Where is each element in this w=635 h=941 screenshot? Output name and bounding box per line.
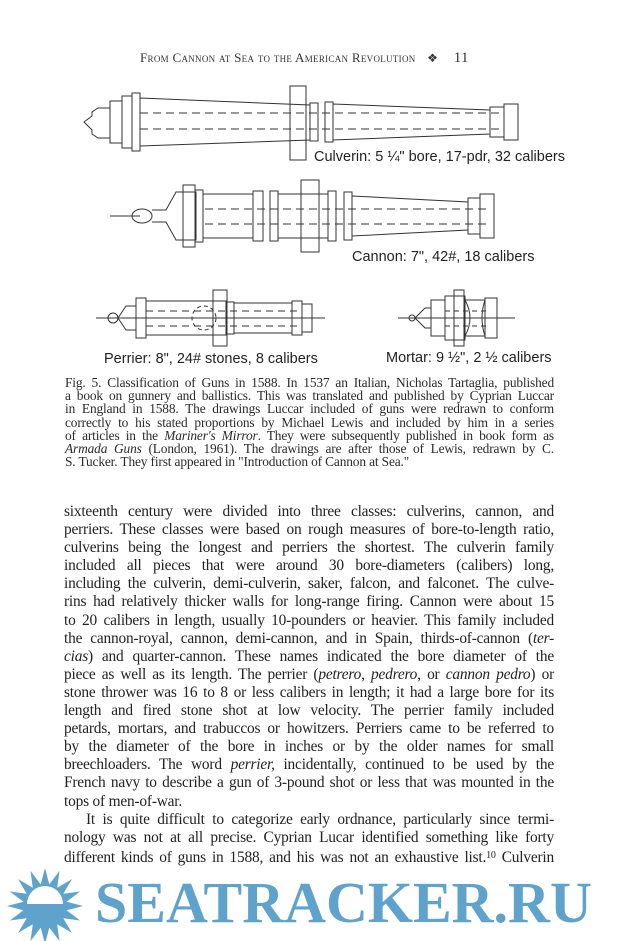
text-segment: including the culverin, demi-culverin, saker, falcon, and falconet. The culve- [64, 575, 554, 593]
italic-text: perrier, [230, 756, 275, 774]
body-line [64, 774, 554, 792]
text-segment: It is quite difficult to categorize early ordnance, particularly since termi- [86, 810, 554, 828]
body-line [64, 575, 554, 593]
text-segment: culverins being the longest and perriers the shortest. The culverin family [64, 539, 554, 557]
text-segment: perriers. These classes were based on rough measures of bore-to-length ratio, [64, 521, 554, 539]
body-line [64, 847, 554, 865]
body-line [64, 684, 554, 702]
text-segment: ) or [530, 665, 555, 683]
body-line [64, 521, 554, 539]
text-segment: correctly to his stated proportions by Michael Lewis and included by him in a series [65, 414, 554, 430]
cannon-classification-figure [0, 70, 635, 370]
text-segment: ) and quarter-cannon. These names indicated the bore diameter of the [88, 647, 554, 665]
text-segment: length and fired stone shot at low velocity. The perrier family included [64, 702, 554, 720]
text-segment: stone thrower was 16 to 8 or less calibers in length; it had a large bore for its [64, 683, 554, 701]
text-segment: by the diameter of the bore in inches or by the older names for small [64, 738, 554, 756]
body-text [64, 503, 554, 865]
text-segment: . They were subsequently published in book form as [257, 427, 554, 443]
culverin-label: Culverin: 5 ¼" bore, 17-pdr, 32 calibers [314, 149, 565, 165]
body-line [64, 666, 554, 684]
text-segment: sixteenth century were divided into three classes: culverins, cannon, and [64, 503, 554, 520]
cannon-label: Cannon: 7", 42#, 18 calibers [352, 249, 535, 265]
mortar-label: Mortar: 9 ½", 2 ½ calibers [386, 350, 552, 366]
body-line [64, 630, 554, 648]
perrier-label: Perrier: 8", 24# stones, 8 calibers [104, 351, 318, 367]
body-line [64, 811, 554, 829]
text-segment: a book on gunnery and ballistics. This was translated and published by Cyprian Luccar [65, 388, 554, 404]
italic-text: ter- [532, 629, 554, 647]
text-segment: nology was not at all precise. Cyprian Lucar identified something like forty [64, 828, 554, 846]
sun-rays [7, 868, 83, 941]
text-segment: different kinds of guns in 1588, and his was not an exhaustive list. [64, 848, 487, 866]
ornament-icon: ❖ [427, 51, 439, 65]
watermark: SEATRACKER.RU [95, 870, 592, 935]
body-line [64, 557, 554, 575]
sun-logo-icon [0, 866, 90, 941]
body-line [64, 793, 554, 811]
text-segment: piece as well as its length. The perrier ( [64, 665, 319, 683]
body-line [64, 539, 554, 557]
perrier-drawing [96, 290, 325, 346]
text-segment: (London, 1961). The drawings are after those of Lewis, redrawn by C. [141, 440, 554, 456]
body-line [64, 738, 554, 756]
text-segment: or [420, 665, 446, 683]
italic-text: petrero, pedrero, [318, 665, 421, 683]
body-line [64, 702, 554, 720]
body-line [64, 593, 554, 611]
text-segment: incidentally, continued to be used by the [274, 756, 554, 774]
text-segment: in England in 1588. The drawings Luccar included of guns were redrawn to conform [65, 401, 554, 417]
italic-text: cannon pedro [445, 665, 531, 683]
text-segment: Culverin [495, 848, 554, 866]
body-line [64, 503, 554, 521]
italic-text: Armada Guns [65, 440, 142, 456]
footnote-ref: 10 [486, 849, 496, 861]
caption-line [65, 455, 554, 468]
body-line [64, 756, 554, 774]
text-segment: to 20 calibers in length, usually 10-pounders or heavier. This family included [64, 611, 554, 629]
running-header [140, 50, 469, 67]
text-segment: rins had relatively thicker walls for long-range firing. Cannon were about 15 [64, 593, 554, 611]
text-segment: S. Tucker. They first appeared in "Introduction of Cannon at Sea." [65, 454, 410, 470]
text-segment: breechloaders. The word [64, 756, 231, 774]
body-line [64, 720, 554, 738]
text-segment: of articles in the [65, 427, 165, 443]
cannon-drawing [110, 180, 494, 252]
running-title: From Cannon at Sea to the American Revolution [140, 50, 416, 65]
mortar-drawing [398, 290, 515, 346]
text-segment: petards, mortars, and trabuccos or howitzers. Perriers came to be referred to [64, 720, 554, 738]
body-line [64, 829, 554, 847]
italic-text: cias [64, 647, 88, 665]
text-segment: French navy to describe a gun of 3-pound shot or less that was mounted in the [64, 774, 554, 792]
text-segment: tops of men-of-war. [64, 792, 183, 810]
text-segment: the cannon-royal, cannon, demi-cannon, and in Spain, thirds-of-cannon ( [64, 629, 533, 647]
italic-text: Mariner's Mirror [164, 427, 258, 443]
text-segment: included all pieces that were around 30 bore-diameters (calibers) long, [64, 557, 554, 575]
figure-caption [65, 376, 554, 468]
body-line [64, 648, 554, 666]
page-number: 11 [453, 50, 469, 66]
text-segment: Fig. 5. Classification of Guns in 1588. In 1537 an Italian, Nicholas Tartaglia, published [65, 375, 554, 390]
body-line [64, 612, 554, 630]
